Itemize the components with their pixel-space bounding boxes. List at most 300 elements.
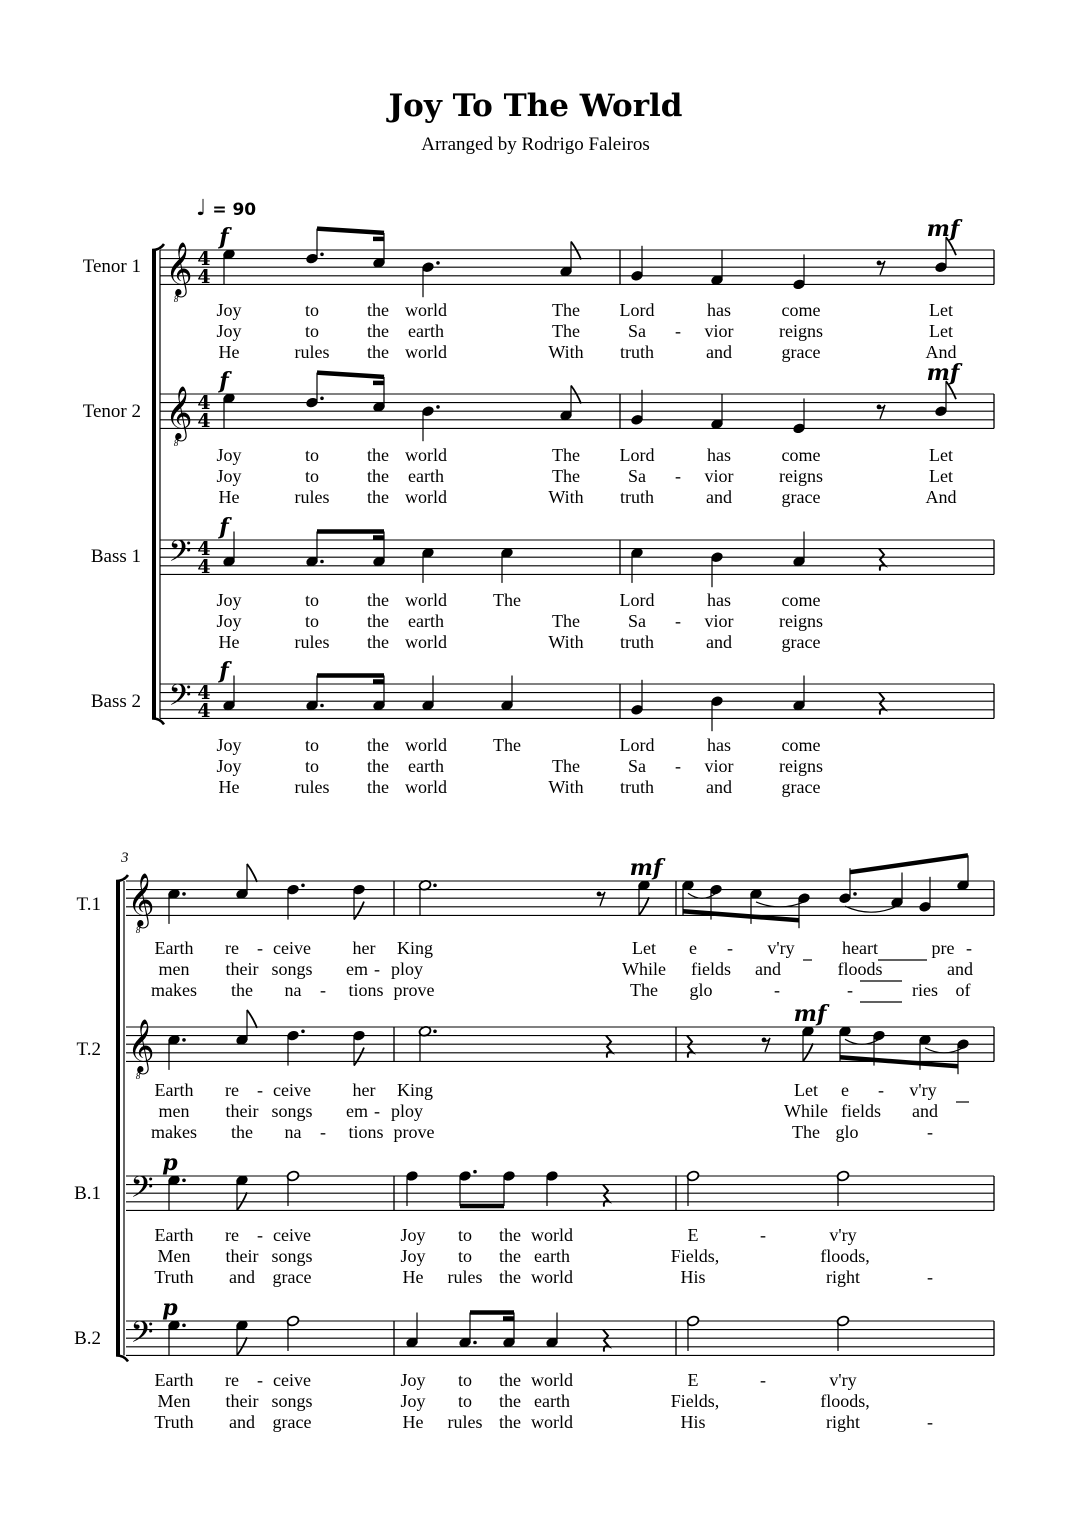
lyric-syllable: re [225, 1080, 239, 1100]
lyric-syllable: to [304, 590, 320, 610]
lyric-syllable: - [320, 1122, 326, 1142]
part-label: Bass 2 [90, 691, 141, 712]
lyric-syllable: King [397, 1080, 433, 1100]
augmentation-dot [182, 892, 186, 896]
lyric-syllable: has [707, 445, 731, 465]
lyric-syllable: truth [620, 777, 654, 797]
lyric-syllable: v'ry [829, 1225, 857, 1245]
lyric-syllable: rules [294, 487, 330, 507]
lyric-syllable: reigns [779, 466, 823, 486]
beam [317, 373, 384, 377]
lyric-syllable: the [499, 1225, 521, 1245]
lyric-syllable: reigns [779, 611, 823, 631]
lyric-syllable: makes [151, 1122, 197, 1142]
lyric-syllable: ploy [390, 959, 424, 979]
note [637, 879, 650, 915]
lyric-syllable: - [257, 1370, 263, 1390]
dynamic-marking: mf [629, 855, 663, 881]
note [352, 1030, 365, 1066]
lyric-syllable: world [531, 1267, 573, 1287]
lyric-syllable: Lord [619, 735, 655, 755]
lyric-syllable: the [499, 1267, 521, 1287]
eighth-flag [247, 1010, 257, 1028]
lyric-syllable: King [397, 938, 433, 958]
note [918, 877, 931, 913]
dynamic-marking: p [162, 1295, 178, 1321]
dynamic-marking: mf [926, 360, 960, 386]
lyric-syllable: earth [408, 466, 444, 486]
lyric-syllable: grace [781, 342, 821, 362]
beam [850, 855, 968, 872]
lyric-syllable: Lord [619, 590, 655, 610]
lyric-syllable: Truth [154, 1412, 194, 1432]
lyric-syllable: come [781, 735, 821, 755]
note [167, 1174, 185, 1210]
lyric-syllable: na [284, 980, 302, 1000]
lyric-syllable: world [405, 590, 447, 610]
quarter-rest [603, 1185, 609, 1207]
augmentation-dot [433, 884, 437, 888]
lyric-syllable: songs [271, 1101, 313, 1121]
lyric-syllable: E [687, 1370, 699, 1390]
lyric-syllable: glo [689, 980, 713, 1000]
lyric-syllable: to [304, 735, 320, 755]
lyric-syllable: the [367, 342, 389, 362]
lyric-syllable: heart [842, 938, 878, 958]
lyric-syllable: truth [620, 342, 654, 362]
slur [756, 902, 804, 907]
augmentation-dot [436, 405, 440, 409]
lyric-syllable: truth [620, 632, 654, 652]
lyric-syllable: Men [157, 1246, 191, 1266]
lyric-syllable: He [402, 1412, 424, 1432]
lyric-syllable: ceive [273, 1225, 311, 1245]
lyric-syllable: world [405, 735, 447, 755]
lyric-syllable: Sa [628, 321, 646, 341]
lyric-syllable: v'ry [829, 1370, 857, 1390]
bracket-bottom-hook [116, 1355, 128, 1361]
lyric-syllable: na [284, 1122, 302, 1142]
part-label: Tenor 2 [82, 401, 141, 422]
time-signature-numerator: 4 [197, 538, 211, 560]
lyric-syllable: grace [272, 1412, 312, 1432]
dynamic-marking: p [162, 1150, 178, 1176]
lyric-syllable: - [257, 1225, 263, 1245]
lyric-syllable: - [927, 1412, 933, 1432]
note [630, 246, 643, 282]
quarter-rest [606, 1036, 612, 1058]
lyric-syllable: His [680, 1412, 706, 1432]
quarter-rest [603, 1330, 609, 1352]
note [167, 888, 185, 924]
lyric-syllable: to [457, 1391, 473, 1411]
lyric-syllable: ceive [273, 1370, 311, 1390]
lyric-syllable: men [158, 1101, 190, 1121]
note [630, 547, 643, 583]
lyric-syllable: and [912, 1101, 938, 1121]
eighth-flag [247, 864, 257, 882]
lyric-syllable: And [925, 487, 957, 507]
lyric-syllable: Lord [619, 300, 655, 320]
augmentation-dot [182, 1324, 186, 1328]
lyric-syllable: songs [271, 959, 313, 979]
treble-clef-icon: 𝄞 [127, 1018, 155, 1072]
lyric-syllable: rules [294, 632, 330, 652]
lyric-syllable: Joy [216, 735, 242, 755]
lyric-syllable: grace [272, 1267, 312, 1287]
lyric-syllable: ceive [273, 1080, 311, 1100]
lyric-syllable: Earth [154, 1225, 194, 1245]
slur [688, 893, 716, 898]
lyric-syllable: glo [835, 1122, 859, 1142]
lyric-syllable: to [457, 1246, 473, 1266]
note [286, 1170, 299, 1206]
note [458, 1313, 476, 1349]
lyric-syllable: His [680, 1267, 706, 1287]
beam [317, 229, 384, 233]
bracket-bottom-hook [152, 718, 164, 724]
lyric-syllable: to [304, 321, 320, 341]
lyric-syllable: The [552, 756, 580, 776]
time-signature-denominator: 4 [197, 266, 211, 288]
lyric-syllable: E [687, 1225, 699, 1245]
lyric-syllable: The [493, 735, 521, 755]
lyric-syllable: Let [929, 300, 953, 320]
dynamic-marking: f [219, 658, 229, 684]
lyric-syllable: world [531, 1370, 573, 1390]
lyric-syllable: Earth [154, 938, 194, 958]
lyric-syllable: and [706, 632, 732, 652]
note [792, 398, 805, 434]
lyric-syllable: Earth [154, 1370, 194, 1390]
treble-clef-icon: 𝄞 [127, 872, 155, 926]
lyric-syllable: Joy [400, 1246, 426, 1266]
lyric-syllable: - [675, 466, 681, 486]
note [286, 884, 304, 920]
note [836, 1315, 849, 1351]
lyric-syllable: - [675, 611, 681, 631]
lyric-syllable: the [231, 1122, 253, 1142]
lyric-syllable: her [352, 938, 376, 958]
note [956, 1038, 969, 1074]
note [500, 547, 513, 583]
lyric-syllable: Joy [216, 321, 242, 341]
lyric-syllable: Joy [216, 466, 242, 486]
lyric-syllable: earth [408, 321, 444, 341]
lyric-syllable: With [548, 777, 584, 797]
lyric-syllable: the [499, 1412, 521, 1432]
bass-clef-icon: 𝄢 [168, 535, 192, 576]
page-title: Joy To The World [388, 88, 683, 124]
bracket-top-hook [152, 244, 164, 250]
lyric-syllable: their [225, 1391, 259, 1411]
lyric-syllable: Fields, [670, 1246, 720, 1266]
lyric-syllable: their [225, 1246, 259, 1266]
note [801, 1025, 814, 1061]
lyric-syllable: prove [393, 980, 435, 1000]
time-signature-denominator: 4 [197, 410, 211, 432]
lyric-syllable: world [405, 342, 447, 362]
part-label: B.1 [74, 1183, 101, 1204]
note [235, 1174, 248, 1210]
lyric-syllable: their [225, 1101, 259, 1121]
note [418, 1025, 436, 1061]
lyric-syllable: Joy [400, 1391, 426, 1411]
lyric-syllable: tions [348, 1122, 384, 1142]
lyric-syllable: come [781, 445, 821, 465]
lyric-syllable: grace [781, 487, 821, 507]
lyric-syllable: men [158, 959, 190, 979]
lyric-syllable: - [760, 1370, 766, 1390]
lyric-syllable: floods, [820, 1391, 870, 1411]
lyric-syllable: The [552, 321, 580, 341]
note [305, 676, 323, 712]
quarter-rest [879, 549, 885, 571]
lyric-syllable: - [927, 1267, 933, 1287]
lyric-syllable: floods, [820, 1246, 870, 1266]
lyric-syllable: He [402, 1267, 424, 1287]
note [405, 1313, 418, 1349]
augmentation-dot [301, 884, 305, 888]
lyric-syllable: truth [620, 487, 654, 507]
lyric-syllable: come [781, 300, 821, 320]
note [235, 1010, 257, 1046]
lyric-syllable: He [218, 487, 240, 507]
note [630, 390, 643, 426]
slur [925, 1048, 963, 1053]
bass-clef-icon: 𝄢 [130, 1316, 154, 1357]
note [352, 884, 365, 920]
lyric-syllable: The [552, 445, 580, 465]
lyric-syllable: Earth [154, 1080, 194, 1100]
lyric-syllable: Sa [628, 466, 646, 486]
dynamic-marking: mf [926, 216, 960, 242]
lyric-syllable: Let [929, 466, 953, 486]
lyric-syllable: The [552, 300, 580, 320]
augmentation-dot [320, 560, 324, 564]
lyric-syllable: The [792, 1122, 820, 1142]
lyric-syllable: the [367, 756, 389, 776]
note [167, 1319, 185, 1355]
augmentation-dot [301, 1030, 305, 1034]
lyric-syllable: come [781, 590, 821, 610]
lyric-syllable: - [374, 1101, 380, 1121]
lyric-syllable: - [878, 1080, 884, 1100]
quarter-rest [687, 1036, 693, 1058]
note [235, 1319, 248, 1355]
time-signature-denominator: 4 [197, 556, 211, 578]
lyric-syllable: Let [794, 1080, 818, 1100]
lyric-syllable: earth [534, 1391, 570, 1411]
lyric-syllable: fields [691, 959, 731, 979]
lyric-syllable: world [405, 777, 447, 797]
note [792, 676, 805, 712]
lyric-syllable: Joy [216, 590, 242, 610]
lyric-syllable: Sa [628, 756, 646, 776]
lyric-syllable: to [304, 466, 320, 486]
note [710, 551, 723, 587]
lyric-syllable: - [257, 938, 263, 958]
note [559, 242, 581, 278]
lyric-syllable: Joy [400, 1370, 426, 1390]
lyric-syllable: vior [704, 321, 734, 341]
lyric-syllable: v'ry [767, 938, 795, 958]
lyric-syllable: ploy [390, 1101, 424, 1121]
lyric-syllable: ceive [273, 938, 311, 958]
note [421, 547, 434, 583]
lyric-syllable: to [304, 756, 320, 776]
lyric-syllable: rules [294, 342, 330, 362]
note [421, 261, 439, 297]
staff [126, 1176, 994, 1210]
dynamic-marking: f [219, 514, 229, 540]
dynamic-marking: f [219, 368, 229, 394]
eighth-flag [354, 902, 364, 920]
lyric-syllable: the [499, 1246, 521, 1266]
note [502, 1170, 515, 1206]
lyric-syllable: - [966, 938, 972, 958]
lyric-syllable: rules [447, 1267, 483, 1287]
lyric-syllable: The [630, 980, 658, 1000]
note [545, 1170, 558, 1206]
measure-number: 3 [121, 850, 129, 866]
lyric-syllable: the [367, 445, 389, 465]
lyric-syllable: and [947, 959, 973, 979]
lyric-syllable: the [367, 466, 389, 486]
lyric-syllable: With [548, 632, 584, 652]
note [286, 1030, 304, 1066]
lyric-syllable: and [706, 342, 732, 362]
lyric-syllable: Joy [216, 445, 242, 465]
staff [160, 684, 994, 718]
lyric-syllable: world [405, 487, 447, 507]
note [167, 1034, 185, 1070]
note [710, 394, 723, 430]
time-signature-numerator: 4 [197, 682, 211, 704]
staff [160, 394, 994, 428]
note [710, 695, 723, 731]
lyric-syllable: - [675, 756, 681, 776]
note [235, 864, 257, 900]
arranger-credit: Arranged by Rodrigo Faleiros [421, 134, 650, 155]
lyric-syllable: - [374, 959, 380, 979]
lyric-syllable: - [675, 321, 681, 341]
lyric-syllable: vior [704, 466, 734, 486]
lyric-syllable: earth [408, 611, 444, 631]
octave-marker: 8 [135, 1071, 141, 1081]
lyric-syllable: reigns [779, 756, 823, 776]
bracket-top-hook [116, 875, 128, 881]
lyric-syllable: The [552, 611, 580, 631]
note [222, 248, 235, 284]
lyric-syllable: Truth [154, 1267, 194, 1287]
lyric-syllable: Let [929, 445, 953, 465]
lyric-syllable: and [706, 777, 732, 797]
note [956, 855, 969, 891]
lyric-syllable: world [405, 632, 447, 652]
lyric-syllable: right [826, 1267, 860, 1287]
lyric-syllable: While [622, 959, 666, 979]
note [286, 1315, 299, 1351]
lyric-syllable: tions [348, 980, 384, 1000]
part-label: Bass 1 [90, 546, 141, 567]
lyric-syllable: Joy [216, 756, 242, 776]
lyric-syllable: em [346, 1101, 368, 1121]
part-label: Tenor 1 [82, 256, 141, 277]
quarter-note-icon: ♩ [196, 196, 207, 221]
lyric-syllable: pre [931, 938, 955, 958]
lyric-syllable: world [531, 1225, 573, 1245]
lyric-syllable: right [826, 1412, 860, 1432]
part-label: T.1 [76, 894, 101, 915]
lyric-syllable: to [457, 1370, 473, 1390]
lyric-syllable: reigns [779, 321, 823, 341]
lyric-syllable: of [955, 980, 971, 1000]
note [890, 873, 903, 909]
note [792, 532, 805, 568]
lyric-syllable: grace [781, 632, 821, 652]
note [630, 680, 643, 716]
lyric-syllable: the [231, 980, 253, 1000]
lyric-syllable: With [548, 342, 584, 362]
note [797, 892, 810, 928]
staff [126, 881, 994, 915]
note [418, 879, 436, 915]
lyric-syllable: and [755, 959, 781, 979]
note [305, 532, 323, 568]
lyric-syllable: e [689, 938, 697, 958]
augmentation-dot [320, 253, 324, 257]
lyric-syllable: to [304, 445, 320, 465]
augmentation-dot [473, 1341, 477, 1345]
octave-marker: 8 [135, 925, 141, 935]
quarter-rest [879, 693, 885, 715]
dynamic-marking: f [219, 224, 229, 250]
lyric-syllable: - [927, 1122, 933, 1142]
treble-clef-icon: 𝄞 [165, 385, 193, 439]
part-label: T.2 [76, 1039, 101, 1060]
lyric-syllable: the [499, 1391, 521, 1411]
lyric-syllable: em [346, 959, 368, 979]
lyric-syllable: - [760, 1225, 766, 1245]
lyric-syllable: re [225, 1225, 239, 1245]
octave-marker: 8 [173, 294, 179, 304]
note [222, 392, 235, 428]
lyric-syllable: - [847, 980, 853, 1000]
note [405, 1170, 418, 1206]
note [421, 676, 434, 712]
lyric-syllable: earth [534, 1246, 570, 1266]
lyric-syllable: He [218, 342, 240, 362]
lyric-syllable: and [229, 1267, 255, 1287]
note [710, 250, 723, 286]
lyric-syllable: to [304, 611, 320, 631]
augmentation-dot [436, 261, 440, 265]
augmentation-dot [473, 1170, 477, 1174]
note [836, 1170, 849, 1206]
augmentation-dot [182, 1038, 186, 1042]
lyric-syllable: to [457, 1225, 473, 1245]
note [559, 386, 581, 422]
staff [160, 540, 994, 574]
lyric-syllable: world [405, 300, 447, 320]
lyric-syllable: rules [447, 1412, 483, 1432]
dynamic-marking: mf [793, 1001, 827, 1027]
lyric-syllable: the [367, 735, 389, 755]
lyric-syllable: floods [837, 959, 883, 979]
lyric-syllable: makes [151, 980, 197, 1000]
lyric-syllable: Fields, [670, 1391, 720, 1411]
